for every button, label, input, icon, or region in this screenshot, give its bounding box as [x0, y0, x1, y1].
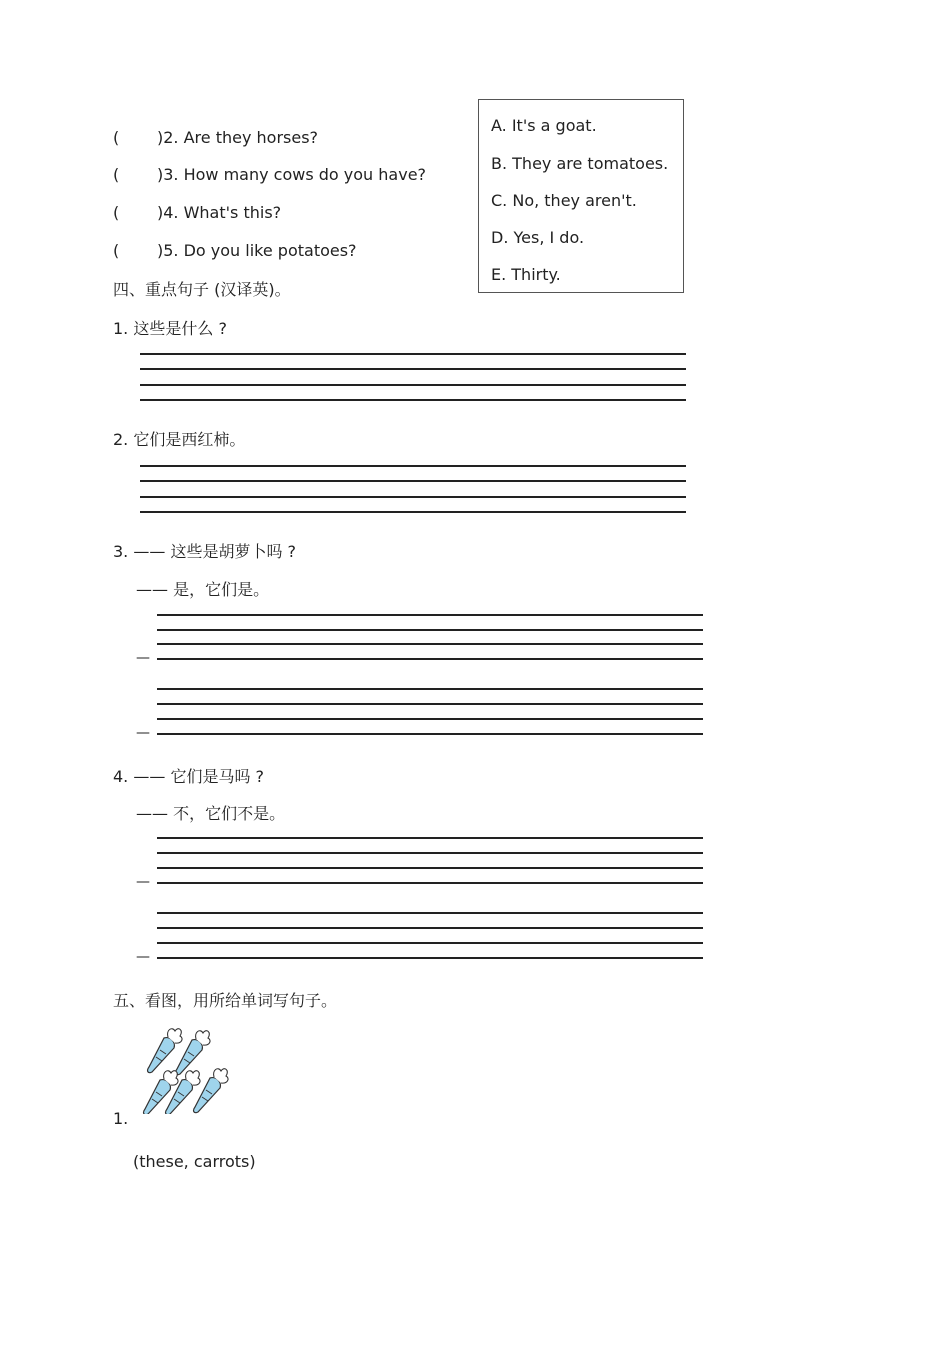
section-5-item-number: 1.	[113, 1109, 129, 1128]
item-3-prompt: 3. —— 这些是胡萝卜吗 ?	[113, 542, 297, 561]
dialogue-dash: —	[136, 949, 150, 965]
answer-options-box	[478, 99, 684, 293]
writing-lines-3a[interactable]	[157, 614, 703, 664]
carrots-illustration-icon	[130, 1028, 230, 1118]
section-5-hint: (these, carrots)	[133, 1152, 256, 1171]
answer-option-c: C. No, they aren't.	[491, 191, 637, 210]
question-4	[113, 203, 281, 222]
section-4-title: 四、重点句子 (汉译英)。	[113, 280, 291, 299]
question-2	[113, 128, 318, 147]
question-text: )2. Are they horses?	[157, 128, 319, 147]
writing-lines-1[interactable]	[140, 353, 686, 403]
item-4-prompt: 4. —— 它们是马吗 ?	[113, 767, 265, 786]
question-5	[113, 241, 357, 260]
answer-blank[interactable]: (	[113, 241, 120, 260]
dialogue-dash: —	[136, 650, 150, 666]
item-2-prompt: 2. 它们是西红柿。	[113, 430, 246, 449]
dialogue-dash: —	[136, 874, 150, 890]
question-text: )5. Do you like potatoes?	[157, 241, 357, 260]
writing-lines-3b[interactable]	[157, 688, 703, 738]
answer-blank[interactable]: (	[113, 128, 120, 147]
item-4-reply: —— 不，它们不是。	[136, 804, 286, 823]
answer-blank[interactable]: (	[113, 203, 120, 222]
answer-option-a: A. It's a goat.	[491, 116, 597, 135]
item-3-reply: —— 是，它们是。	[136, 580, 270, 599]
answer-blank[interactable]: (	[113, 165, 120, 184]
answer-option-d: D. Yes, I do.	[491, 228, 585, 247]
question-text: )3. How many cows do you have?	[157, 165, 427, 184]
question-3	[113, 165, 426, 184]
writing-lines-4b[interactable]	[157, 912, 703, 962]
question-text: )4. What's this?	[157, 203, 282, 222]
answer-option-b: B. They are tomatoes.	[491, 154, 669, 173]
answer-option-e: E. Thirty.	[491, 265, 561, 284]
item-1-prompt: 1. 这些是什么 ?	[113, 319, 227, 338]
writing-lines-2[interactable]	[140, 465, 686, 515]
section-5-title: 五、看图，用所给单词写句子。	[113, 991, 338, 1010]
dialogue-dash: —	[136, 725, 150, 741]
writing-lines-4a[interactable]	[157, 837, 703, 887]
